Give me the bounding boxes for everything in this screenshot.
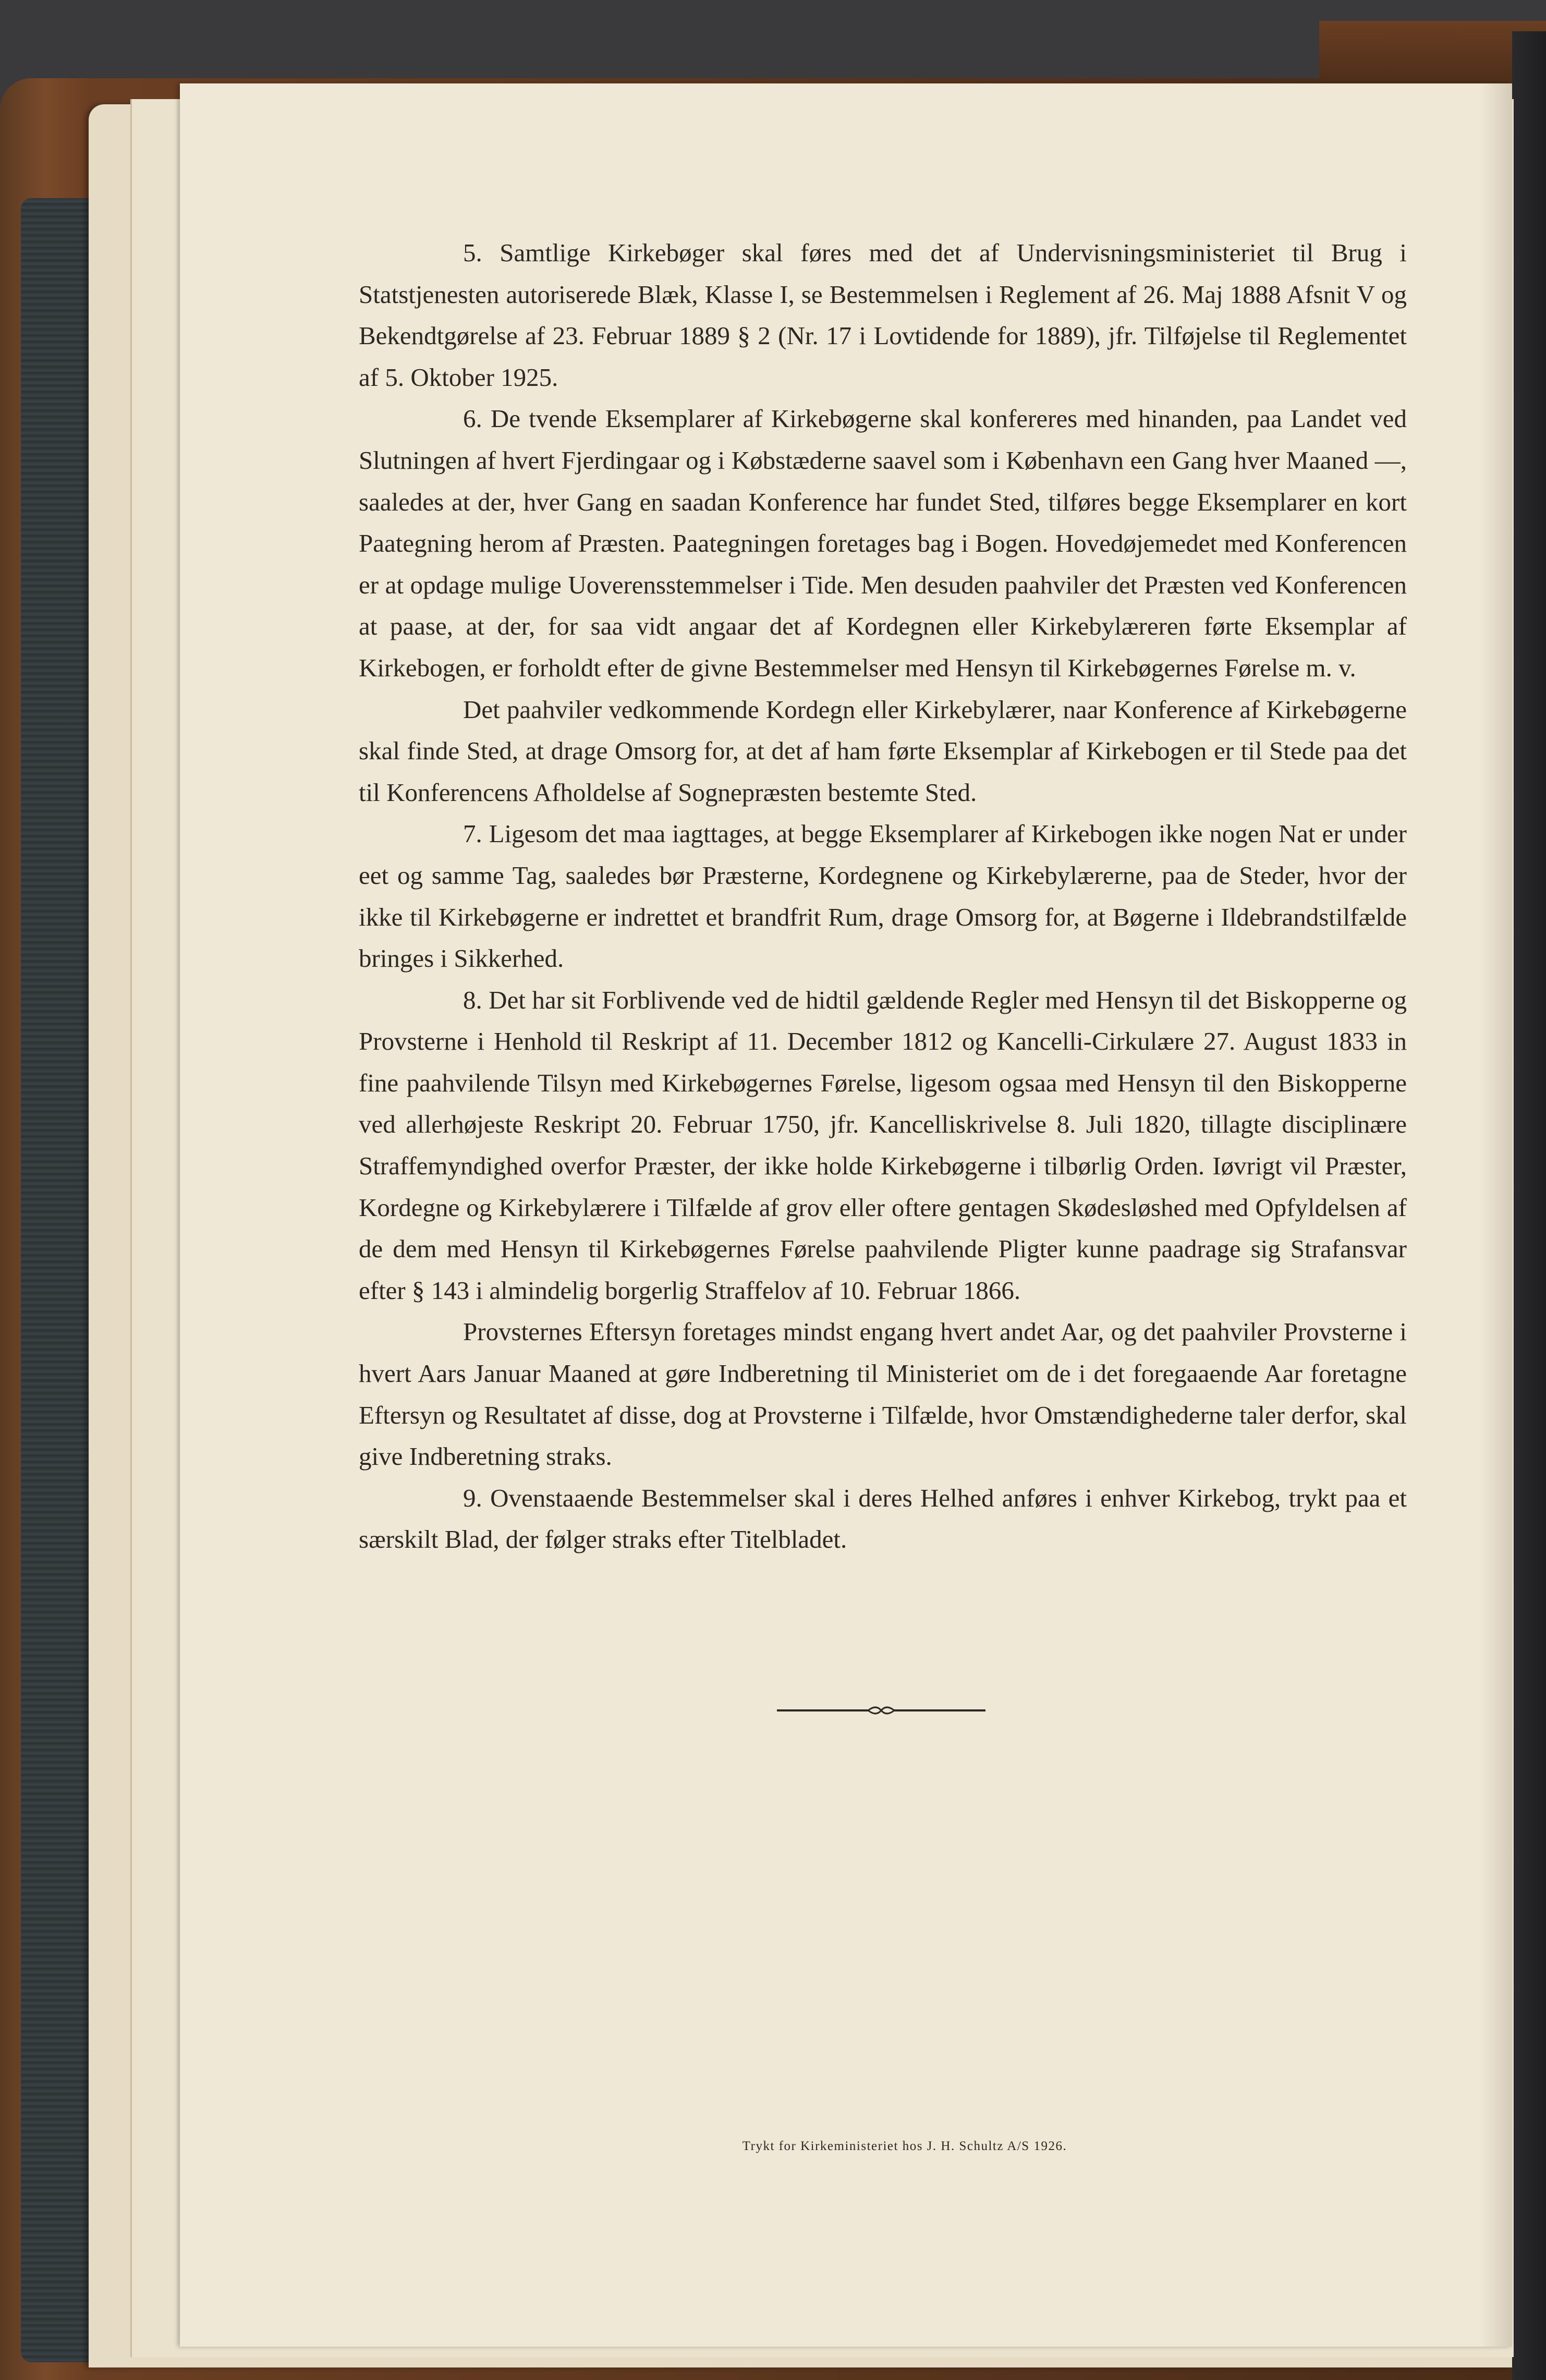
paragraph-6-continued: Det paahviler vedkommende Kordegn eller Kirkebylærer, naar Konference af Kirkebøgerne skal finde Sted, at drage Omsorg for, at det af ham førte Eksemplar af Kirkebogen er til Stede paa det til Konferencens Afholdelse af Sognepræsten bestemte Sted. (359, 695, 1407, 807)
ornament-divider-icon (777, 1700, 985, 1721)
printer-imprint: Trykt for Kirkeministeriet hos J. H. Schultz A/S 1926. (742, 2139, 1067, 2153)
spine-cloth (21, 198, 99, 2362)
paragraph-9: 9. Ovenstaaende Bestemmelser skal i deres Helhed anføres i enhver Kirkebog, trykt paa et særskilt Blad, der følger straks efter Titelbladet. (359, 1483, 1407, 1554)
paragraph-8-continued: Provsternes Eftersyn foretages mindst engang hvert andet Aar, og det paahviler Provsterne i hvert Aars Januar Maaned at gøre Indberetning til Ministeriet om de i det foregaaende Aar foretagne Eftersyn og Resultatet af disse, dog at Provsterne i Tilfælde, hvor Omstændighederne taler derfor, skal give Indberetning straks. (359, 1317, 1407, 1471)
paragraph-6: 6. De tvende Eksemplarer af Kirkebøgerne skal konfereres med hinanden, paa Landet ved Slutningen af hvert Fjerdingaar og i Købstæderne saavel som i København een Gang hver Maaned —, saaledes at der, hver Gang en saadan Konference har fundet Sted, tilføres begge Eksemplarer en kort Paategning herom af Præsten. Paategningen foretages bag i Bogen. Hovedøjemedet med Konferencen er at opdage mulige Uoverensstemmelser i Tide. Men desuden paahviler det Præsten ved Konferencen at paase, at der, for saa vidt angaar det af Kordegnen eller Kirkebylæreren førte Eksemplar af Kirkebogen, er forholdt efter de givne Bestemmelser med Hensyn til Kirkebøgernes Førelse m. v. (359, 404, 1407, 682)
book-binding (1512, 31, 1546, 2380)
paragraph-7: 7. Ligesom det maa iagttages, at begge Eksemplarer af Kirkebogen ikke nogen Nat er under eet og samme Tag, saaledes bør Præsterne, Kordegnene og Kirkebylærerne, paa de Steder, hvor der ikke til Kirkebøgerne er indrettet et brandfrit Rum, drage Omsorg for, at Bøgerne i Ildebrandstilfælde bringes i Sikkerhed. (359, 819, 1407, 973)
paragraph-5: 5. Samtlige Kirkebøger skal føres med det af Undervisningsministeriet til Brug i Statstjenesten autoriserede Blæk, Klasse I, se Bestemmelsen i Reglement af 26. Maj 1888 Afsnit V og Bekendtgørelse af 23. Februar 1889 § 2 (Nr. 17 i Lovtidende for 1889), jfr. Tilføjelse til Reglementet af 5. Oktober 1925. (359, 238, 1407, 392)
body-text (359, 232, 1407, 1560)
paragraph-8: 8. Det har sit Forblivende ved de hidtil gældende Regler med Hensyn til det Biskopperne og Provsterne i Henhold til Reskript af 11. December 1812 og Kancelli-Cirkulære 27. August 1833 in fine paahvilende Tilsyn med Kirkebøgernes Førelse, ligesom ogsaa med Hensyn til den Biskopperne ved allerhøjeste Reskript 20. Februar 1750, jfr. Kancelliskrivelse 8. Juli 1820, tillagte disciplinære Straffemyndighed overfor Præster, der ikke holde Kirkebøgerne i tilbørlig Orden. Iøvrigt vil Præster, Kordegne og Kirkebylærere i Tilfælde af grov eller oftere gentagen Skødesløshed med Opfyldelsen af de dem med Hensyn til Kirkebøgernes Førelse paahvilende Pligter kunne paadrage sig Strafansvar efter § 143 i almindelig borgerlig Straffelov af 10. Februar 1866. (359, 985, 1407, 1305)
page-edge-shadow (1481, 83, 1512, 2347)
